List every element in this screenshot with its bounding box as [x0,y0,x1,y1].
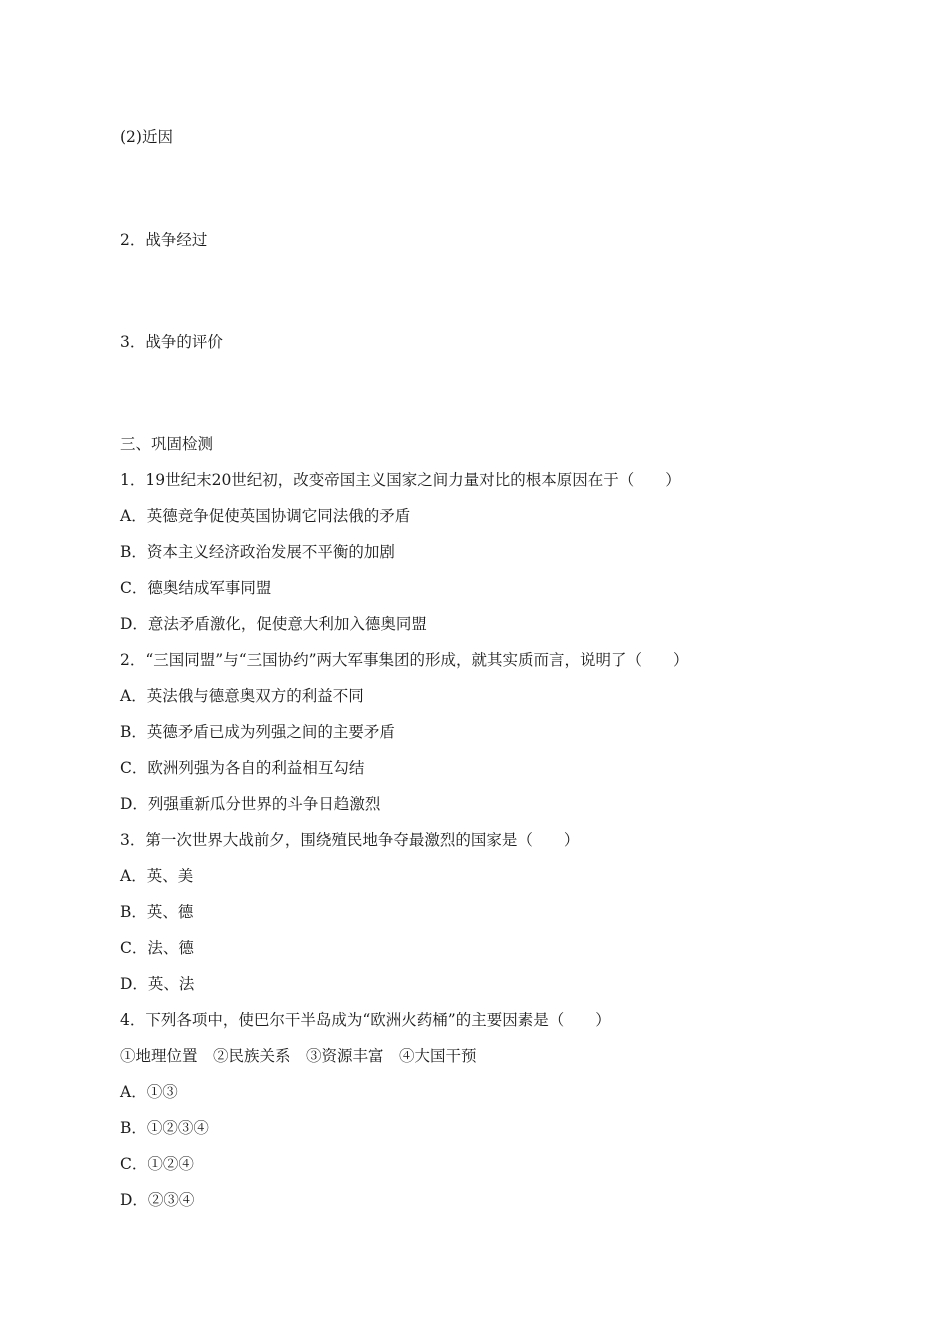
question-4-option-b: B．①②③④ [120,1119,209,1137]
outline-course: 2．战争经过 [120,231,208,249]
question-4-option-a: A．①③ [120,1083,178,1101]
section-title: 三、巩固检测 [120,435,214,453]
question-1-option-b: B．资本主义经济政治发展不平衡的加剧 [120,543,395,561]
question-3-option-d: D．英、法 [120,975,195,993]
question-2-option-a: A．英法俄与德意奥双方的利益不同 [120,687,364,705]
outline-cause-near: (2)近因 [120,128,173,146]
question-1-option-a: A．英德竞争促使英国协调它同法俄的矛盾 [120,507,411,525]
question-4-stem: 4．下列各项中，使巴尔干半岛成为“欧洲火药桶”的主要因素是（ ） [120,1011,611,1029]
outline-evaluation: 3．战争的评价 [120,333,223,351]
question-1-stem: 1．19世纪末20世纪初，改变帝国主义国家之间力量对比的根本原因在于（ ） [120,471,681,489]
question-3-stem: 3．第一次世界大战前夕，围绕殖民地争夺最激烈的国家是（ ） [120,831,580,849]
question-3-option-a: A．英、美 [120,867,194,885]
question-1-option-d: D．意法矛盾激化，促使意大利加入德奥同盟 [120,615,427,633]
question-4-items: ①地理位置 ②民族关系 ③资源丰富 ④大国干预 [120,1047,477,1065]
question-4-option-d: D．②③④ [120,1191,195,1209]
question-2-stem: 2．“三国同盟”与“三国协约”两大军事集团的形成，就其实质而言，说明了（ ） [120,651,689,669]
question-2-option-c: C．欧洲列强为各自的利益相互勾结 [120,759,365,777]
question-2-option-b: B．英德矛盾已成为列强之间的主要矛盾 [120,723,395,741]
question-4-option-c: C．①②④ [120,1155,194,1173]
question-3-option-b: B．英、德 [120,903,194,921]
question-1-option-c: C．德奥结成军事同盟 [120,579,272,597]
question-2-option-d: D．列强重新瓜分世界的斗争日趋激烈 [120,795,381,813]
question-3-option-c: C．法、德 [120,939,194,957]
